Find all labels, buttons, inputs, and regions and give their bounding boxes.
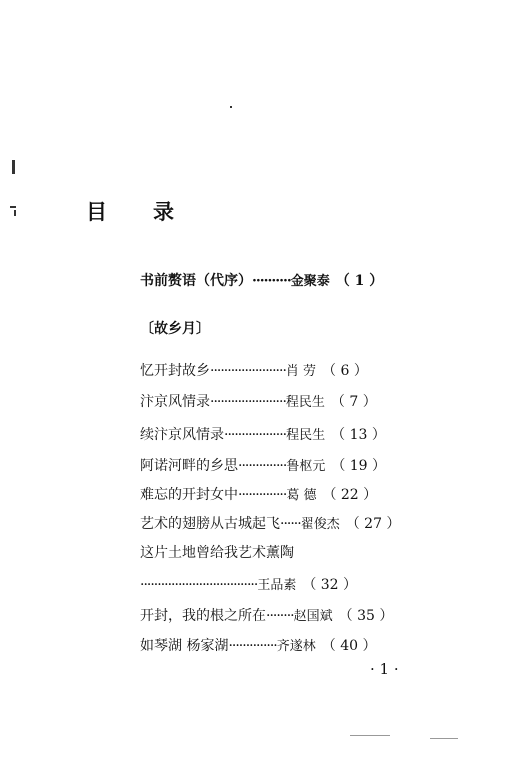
entry-leader: ·············· <box>238 487 287 503</box>
entry-page: （ 13 ） <box>331 427 386 443</box>
entry-page: （ 6 ） <box>322 363 368 379</box>
entry-author: 葛 德 <box>286 488 317 503</box>
entry-title: 艺术的翅膀从古城起飞 <box>140 516 280 532</box>
entry-title: 如琴湖 杨家湖 <box>140 638 229 654</box>
page-title <box>86 196 174 226</box>
entry-page: （ 32 ） <box>302 577 358 593</box>
entry-leader: ······ <box>280 516 301 532</box>
entry-author: 鲁枢元 <box>286 459 326 474</box>
scan-mark <box>10 206 16 208</box>
toc-entry <box>140 391 440 411</box>
scan-mark <box>430 738 458 739</box>
toc-entry <box>140 542 440 562</box>
entry-leader: ······················ <box>210 394 286 410</box>
entry-page: （ 1 ） <box>335 273 384 289</box>
entry-leader: ········ <box>266 608 294 624</box>
entry-title: 汴京风情录 <box>140 394 210 410</box>
entry-author: 程民生 <box>286 428 326 443</box>
entry-author: 赵国斌 <box>293 609 333 624</box>
entry-author: 金聚泰 <box>290 274 330 289</box>
toc-entry <box>140 635 440 655</box>
scan-mark <box>230 106 232 108</box>
entry-title: 书前赘语（代序） <box>140 273 252 289</box>
toc-entry <box>140 513 440 533</box>
entry-author: 肖 劳 <box>285 364 317 379</box>
section-heading: 〔故乡月〕 <box>140 321 210 337</box>
entry-author: 程民生 <box>285 395 325 410</box>
entry-page: （ 35 ） <box>338 608 394 624</box>
toc-entry <box>140 484 440 504</box>
entry-author: 齐遂林 <box>276 639 316 654</box>
scan-mark <box>350 735 390 736</box>
scan-mark <box>14 210 16 216</box>
entry-title: 续汴京风情录 <box>140 427 224 443</box>
toc-entry <box>140 360 440 380</box>
toc-entry-preface <box>140 270 440 290</box>
entry-title: 阿诺河畔的乡思 <box>140 458 238 474</box>
page-number: · 1 · <box>370 660 399 678</box>
entry-author: 翟俊杰 <box>300 517 340 532</box>
entry-page: （ 40 ） <box>321 638 377 654</box>
entry-leader: ·················· <box>224 427 287 443</box>
entry-leader: ·············· <box>238 458 287 474</box>
toc-entry <box>140 424 440 444</box>
entry-page: （ 27 ） <box>345 516 401 532</box>
toc-entry <box>140 605 440 625</box>
title-char-1: 目 <box>86 199 107 224</box>
entry-title: 难忘的开封女中 <box>140 487 238 503</box>
entry-leader: ······················ <box>210 363 286 379</box>
scan-mark <box>12 160 15 174</box>
entry-page: （ 7 ） <box>330 394 377 410</box>
toc-entry-continuation <box>140 574 440 594</box>
toc-entry <box>140 455 440 475</box>
entry-title: 忆开封故乡 <box>140 363 210 379</box>
entry-page: （ 19 ） <box>331 458 387 474</box>
entry-leader: ·············· <box>228 638 277 654</box>
entry-author: 王品素 <box>257 578 297 593</box>
entry-title: 这片土地曾给我艺术薰陶 <box>140 545 294 561</box>
title-char-2: 录 <box>153 199 174 224</box>
entry-leader: ·································· <box>140 577 258 593</box>
entry-title: 开封，我的根之所在 <box>140 608 266 624</box>
entry-page: （ 22 ） <box>322 487 378 503</box>
entry-leader: ·········· <box>252 273 291 289</box>
